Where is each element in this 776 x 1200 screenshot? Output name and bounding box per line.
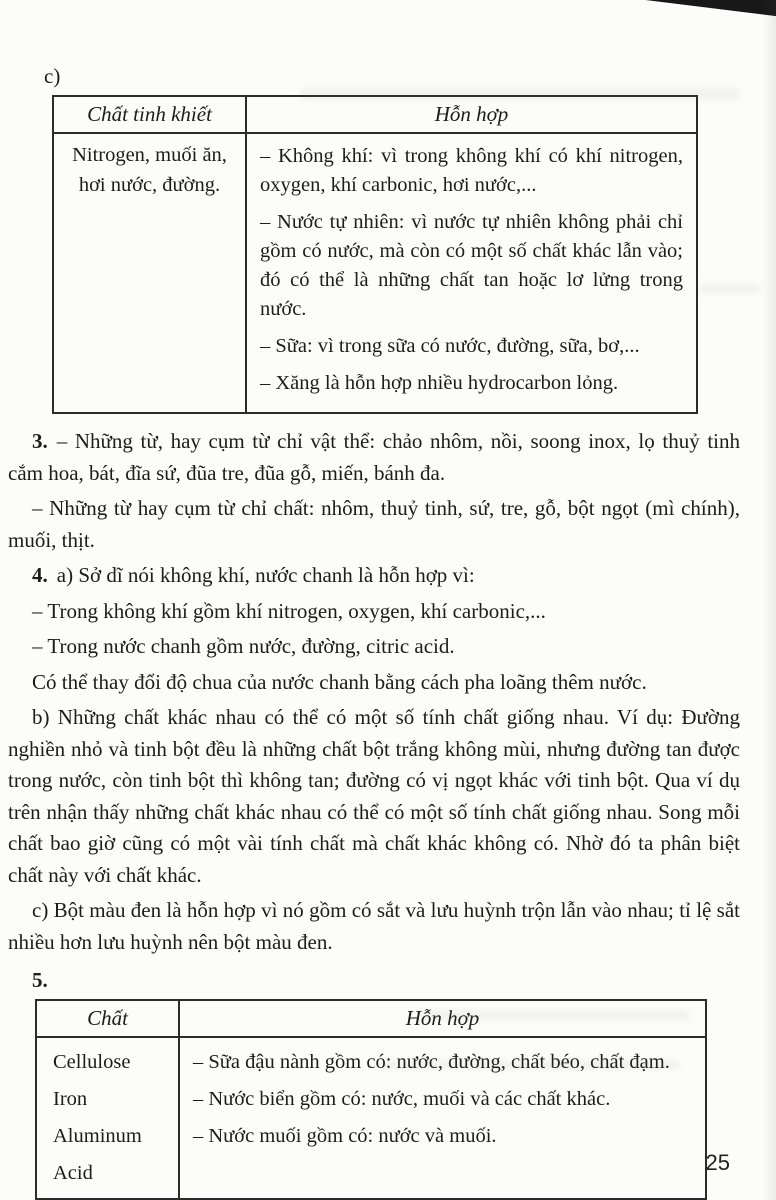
table1-body-row xyxy=(53,133,697,413)
answer-3-text-objects: – Những từ, hay cụm từ chỉ vật thể: chảo nhôm, nồi, soong inox, lọ thuỷ tinh cắm hoa, bát, đĩa sứ, đũa tre, đũa gỗ, miến, bánh đa. xyxy=(8,429,740,485)
scan-corner-artifact xyxy=(643,0,776,18)
answer-4a-note: Có thể thay đổi độ chua của nước chanh bằng cách pha loãng thêm nước. xyxy=(32,669,647,694)
table1-header-row xyxy=(53,96,697,133)
answer-3-number: 3. xyxy=(32,429,48,453)
answer-3-paragraph-2: – Những từ hay cụm từ chỉ chất: nhôm, thuỷ tinh, sứ, tre, gỗ, bột ngọt (mì chính), muối, thịt. xyxy=(8,496,740,552)
substance-vs-mixture-table xyxy=(35,999,707,1200)
answer-4a-item-lemonade: – Trong nước chanh gồm nước, đường, citric acid. xyxy=(32,634,455,658)
table1-mixture-item-air: – Không khí: vì trong không khí có khí nitrogen, oxygen, khí carbonic, hơi nước,... xyxy=(260,145,683,196)
table1-mixture-item-gasoline: – Xăng là hỗn hợp nhiều hydrocarbon lỏng. xyxy=(260,372,619,394)
table1-mixture-item-natural-water: – Nước tự nhiên: vì nước tự nhiên không phải chỉ gồm có nước, mà còn có một số chất khác lẫn vào; đó có thể là những chất tan hoặc lơ lửng trong nước. xyxy=(260,211,683,320)
section-label-c: c) xyxy=(44,64,61,88)
table2-header-row xyxy=(36,1000,706,1037)
table2-header-mixture: Hỗn hợp xyxy=(179,1000,706,1037)
table2-substance-cellulose: Cellulose xyxy=(53,1051,131,1073)
answer-4-number: 4. xyxy=(32,563,48,587)
answer-4a-item-air: – Trong không khí gồm khí nitrogen, oxygen, khí carbonic,... xyxy=(32,598,546,623)
answer-5-number: 5. xyxy=(32,968,48,992)
answer-3-paragraph-1 xyxy=(8,426,740,489)
pure-substance-vs-mixture-table xyxy=(52,95,698,414)
table1-pure-substances-cell: Nitrogen, muối ăn, hơi nước, đường. xyxy=(53,133,246,413)
table2-substance-acid: Acid xyxy=(53,1162,93,1184)
table2-substance-aluminum: Aluminum xyxy=(53,1125,142,1147)
table2-mixtures-cell xyxy=(179,1037,706,1199)
table1-header-pure-substance: Chất tinh khiết xyxy=(53,96,246,133)
bleedthrough-artifact xyxy=(700,284,760,294)
answer-4c-paragraph: c) Bột màu đen là hỗn hợp vì nó gồm có sắt và lưu huỳnh trộn lẫn vào nhau; tỉ lệ sắt nhiều hơn lưu huỳnh nên bột màu đen. xyxy=(8,898,740,954)
answer-4b-paragraph: b) Những chất khác nhau có thể có một số tính chất giống nhau. Ví dụ: Đường nghiền nhỏ và tinh bột đều là những chất bột trắng không mùi, nhưng đường tan được trong nước, còn tinh bột thì không tan; đường có vị ngọt khác với tinh bột. Qua ví dụ trên nhận thấy những chất khác nhau có thể có một số tính chất giống nhau. Song mỗi chất bao giờ cũng có một vài tính chất mà chất khác không có. Nhờ đó ta phân biệt chất này với chất khác. xyxy=(8,705,740,887)
table2-substances-cell xyxy=(36,1037,179,1199)
answer-4a-intro-text: a) Sở dĩ nói không khí, nước chanh là hỗn hợp vì: xyxy=(56,563,475,587)
table1-header-mixture: Hỗn hợp xyxy=(246,96,697,133)
page-number: 25 xyxy=(705,1150,730,1175)
table2-substance-iron: Iron xyxy=(53,1088,88,1110)
table2-body-row xyxy=(36,1037,706,1199)
table2-mixture-item-salt-water: – Nước muối gồm có: nước và muối. xyxy=(193,1125,497,1147)
table2-mixture-item-soy-milk: – Sữa đậu nành gồm có: nước, đường, chất béo, chất đạm. xyxy=(193,1051,670,1073)
table2-header-substance: Chất xyxy=(36,1000,179,1037)
table2-mixture-item-sea-water: – Nước biển gồm có: nước, muối và các chất khác. xyxy=(193,1088,611,1110)
table1-mixture-item-milk: – Sữa: vì trong sữa có nước, đường, sữa, bơ,... xyxy=(260,335,640,357)
answer-4a-intro xyxy=(8,560,740,592)
table1-mixtures-cell xyxy=(246,133,697,413)
